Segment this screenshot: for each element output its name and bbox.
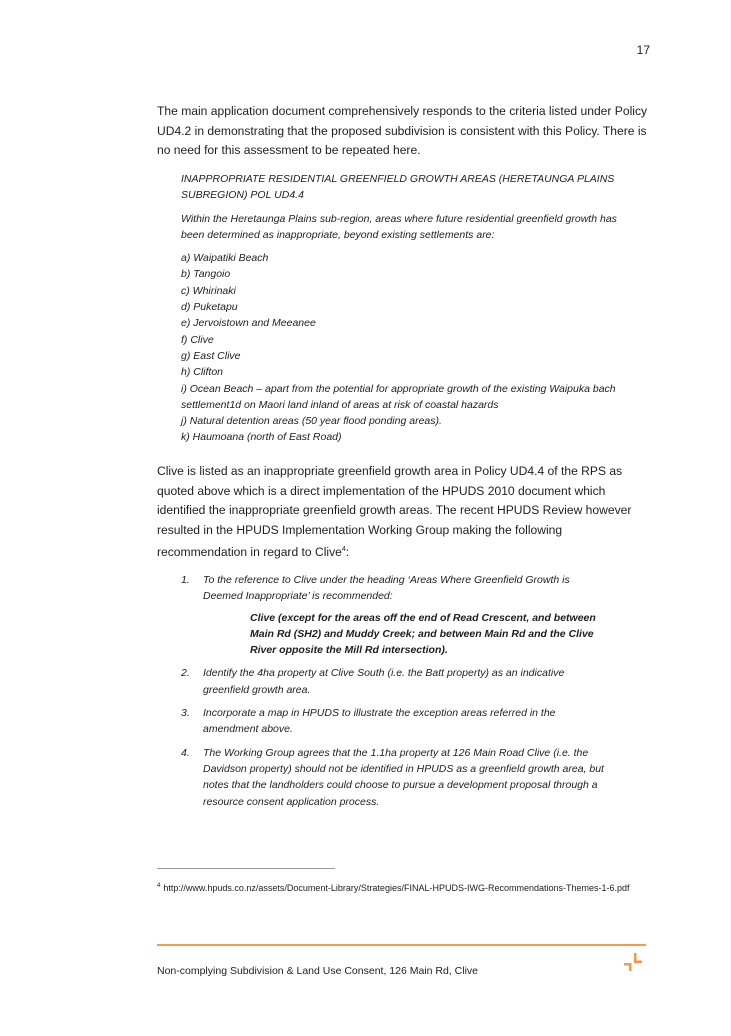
policy-list-item: d) Puketapu <box>181 301 238 314</box>
recommendation-number: 4. <box>181 746 190 759</box>
recommendation-text: Incorporate a map in HPUDS to illustrate the exception areas referred in the amendment above. <box>203 707 556 736</box>
recommendation-item <box>181 745 611 810</box>
recommendation-list <box>181 572 611 817</box>
recommendation-text: Identify the 4ha property at Clive South (i.e. the Batt property) as an indicative greenfield growth area. <box>203 667 565 696</box>
clive-paragraph-tail: : <box>345 545 350 560</box>
policy-heading: INAPPROPRIATE RESIDENTIAL GREENFIELD GROWTH AREAS (HERETAUNGA PLAINS SUBREGION) POL UD4.4 <box>181 173 615 202</box>
recommendation-item <box>181 572 611 658</box>
policy-lead: Within the Heretaunga Plains sub-region, areas where future residential greenfield growth has been determined as inappropriate, beyond existing settlements are: <box>181 212 617 241</box>
clive-paragraph <box>157 462 652 563</box>
recommendation-number: 1. <box>181 574 190 586</box>
policy-quote <box>181 171 621 446</box>
policy-list-item: f) Clive <box>181 333 214 346</box>
intro-paragraph: The main application document comprehensively responds to the criteria listed under Policy UD4.2 in demonstrating that the proposed subdivision is consistent with this Policy. There is no need for this assessment to be repeated here. <box>157 104 648 157</box>
policy-list-item: i) Ocean Beach – apart from the potential for appropriate growth of the existing Waipuka bach settlement1d on Maori land inland of areas at risk of coastal hazards <box>181 382 616 411</box>
recommendation-item <box>181 665 611 698</box>
footnote-reference[interactable]: 4 <box>341 546 346 554</box>
recommendation-text: The Working Group agrees that the 1.1ha property at 126 Main Road Clive (i.e. the Davidson property) should not be identified in HPUDS as a greenfield growth area, but notes that the landholders could choose to pursue a development proposal through a resource consent application process. <box>203 746 604 808</box>
policy-list-item: h) Clifton <box>181 366 224 379</box>
policy-list-item: b) Tangoio <box>181 268 231 281</box>
recommendation-text: To the reference to Clive under the heading ‘Areas Where Greenfield Growth is Deemed Inappropriate’ is recommended: <box>203 574 570 603</box>
brand-logo-icon <box>624 953 642 971</box>
policy-list-item: g) East Clive <box>181 349 241 362</box>
policy-list-item: j) Natural detention areas (50 year flood ponding areas). <box>181 415 442 428</box>
recommendation-number: 3. <box>181 707 190 720</box>
footer-text: Non-complying Subdivision & Land Use Consent, 126 Main Rd, Clive <box>157 965 478 977</box>
policy-list-item: k) Haumoana (north of East Road) <box>181 431 342 444</box>
footer-divider <box>157 944 646 946</box>
footnote-mark: 4 <box>157 883 161 889</box>
policy-list-item: c) Whirinaki <box>181 284 236 297</box>
policy-list-item: a) Waipatiki Beach <box>181 252 269 265</box>
recommendation-quote: Clive (except for the areas off the end of Read Crescent, and between Main Rd (SH2) and Muddy Creek; and between Main Rd and the Clive River opposite the Mill Rd intersection). <box>250 611 596 657</box>
policy-list-item: e) Jervoistown and Meeanee <box>181 317 316 330</box>
recommendation-item <box>181 705 611 738</box>
footnote-link[interactable]: http://www.hpuds.co.nz/assets/Document-Library/Strategies/FINAL-HPUDS-IWG-Recommendations-Themes-1-6.pdf <box>163 883 630 893</box>
recommendation-number: 2. <box>181 667 190 680</box>
footnote <box>157 879 652 896</box>
footnote-divider <box>157 868 335 869</box>
clive-paragraph-text: Clive is listed as an inappropriate greenfield growth area in Policy UD4.4 of the RPS as quoted above which is a direct implementation of the HPUDS 2010 document which identified the inappropriate greenfield growth areas. The recent HPUDS Review however resulted in the HPUDS Implementation Working Group making the following recommendation in regard to Clive <box>157 464 632 560</box>
page-number: 17 <box>636 43 650 57</box>
